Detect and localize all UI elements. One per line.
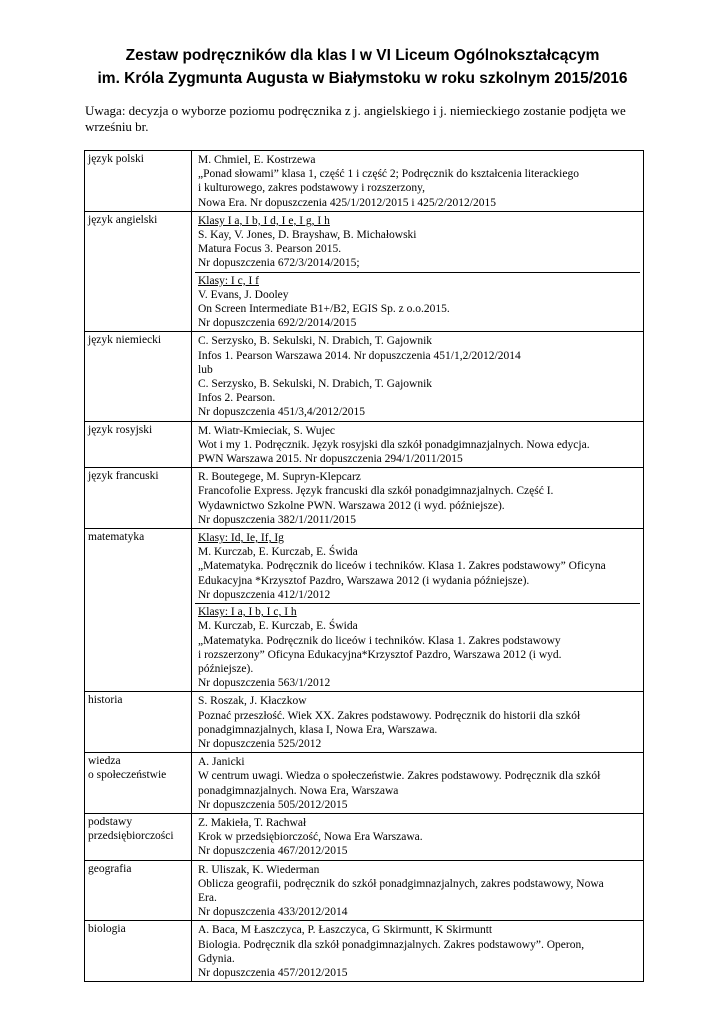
subject-name	[85, 332, 192, 421]
textbook-cell	[192, 753, 644, 814]
textbook-line: R. Uliszak, K. Wiederman	[198, 863, 320, 876]
class-group-header: Klasy: I c, I f	[198, 274, 259, 287]
textbook-line: Nr dopuszczenia 433/2012/2014	[198, 906, 348, 919]
subject-name-line: wiedza	[88, 755, 121, 768]
textbook-entry	[195, 693, 640, 752]
textbook-line: Wot i my 1. Podręcznik. Język rosyjski dla szkół ponadgimnazjalnych. Nowa edycja.	[198, 438, 590, 451]
textbook-entry	[195, 333, 640, 420]
textbook-line: Matura Focus 3. Pearson 2015.	[198, 243, 342, 256]
class-group-header: Klasy: Id, Ie, If, Ig	[198, 532, 284, 545]
subject-name	[85, 151, 192, 212]
subject-name	[85, 921, 192, 982]
textbook-entry	[195, 922, 640, 981]
textbook-line: „Matematyka. Podręcznik do liceów i techników. Klasa 1. Zakres podstawowy	[198, 634, 561, 647]
title-line-2: im. Króla Zygmunta Augusta w Białymstoku w roku szkolnym 2015/2016	[97, 70, 628, 87]
textbook-line: Era.	[198, 891, 217, 904]
subject-name-line: matematyka	[88, 531, 145, 544]
textbook-entry	[195, 530, 640, 603]
subject-row	[85, 692, 644, 753]
subject-name-line: język niemiecki	[88, 334, 162, 347]
subject-name-line: język angielski	[88, 213, 158, 226]
textbook-line: ponadgimnazjalnych. Nowa Era, Warszawa	[198, 784, 399, 797]
subject-row	[85, 151, 644, 212]
class-group-header: Klasy: I a, I b, I c, I h	[198, 606, 297, 619]
textbook-entry	[195, 423, 640, 468]
textbook-line: R. Boutegege, M. Supryn-Klepcarz	[198, 471, 361, 484]
subject-name	[85, 211, 192, 332]
subject-name-line: biologia	[88, 923, 126, 936]
textbook-entry	[195, 152, 640, 211]
subject-row	[85, 529, 644, 692]
textbook-cell	[192, 421, 644, 468]
subject-row	[85, 468, 644, 529]
subject-name-line: o społeczeństwie	[88, 769, 167, 782]
subject-name-line: przedsiębiorczości	[88, 830, 174, 843]
textbook-line: „Matematyka. Podręcznik do liceów i techników. Klasa 1. Zakres podstawowy” Oficyna	[198, 560, 606, 573]
subject-name-line: podstawy	[88, 815, 133, 828]
textbook-line: Infos 1. Pearson Warszawa 2014. Nr dopuszczenia 451/1,2/2012/2014	[198, 349, 521, 362]
textbook-line: Nr dopuszczenia 692/2/2014/2015	[198, 317, 357, 330]
textbook-line: Nr dopuszczenia 505/2012/2015	[198, 798, 348, 811]
subject-row	[85, 921, 644, 982]
subject-name	[85, 529, 192, 692]
textbook-line: A. Janicki	[198, 756, 245, 769]
textbook-line: Edukacyjna *Krzysztof Pazdro, Warszawa 2012 (i wydania późniejsze).	[198, 574, 530, 587]
textbook-cell	[192, 468, 644, 529]
textbook-line: Nr dopuszczenia 457/2012/2015	[198, 966, 348, 979]
subject-name	[85, 468, 192, 529]
textbook-entry	[195, 815, 640, 860]
textbook-line: lub	[198, 363, 213, 376]
textbook-cell	[192, 332, 644, 421]
textbook-line: M. Wiatr-Kmieciak, S. Wujec	[198, 424, 336, 437]
textbook-line: M. Kurczab, E. Kurczab, E. Świda	[198, 546, 358, 559]
textbook-line: Wydawnictwo Szkolne PWN. Warszawa 2012 (i wyd. późniejsze).	[198, 499, 505, 512]
class-group-header: Klasy I a, I b, I d, I e, I g, I h	[198, 214, 330, 227]
textbook-line: Nr dopuszczenia 563/1/2012	[198, 677, 331, 690]
textbook-line: późniejsze).	[198, 662, 254, 675]
textbook-line: i kulturowego, zakres podstawowy i rozszerzony,	[198, 182, 425, 195]
textbook-line: Nowa Era. Nr dopuszczenia 425/1/2012/2015 i 425/2/2012/2015	[198, 196, 496, 209]
textbook-line: A. Baca, M Łaszczyca, P. Łaszczyca, G Skirmuntt, K Skirmuntt	[198, 924, 493, 937]
subject-name-line: geografia	[88, 862, 132, 875]
textbook-entry	[195, 754, 640, 813]
textbook-cell	[192, 211, 644, 332]
textbook-line: W centrum uwagi. Wiedza o społeczeństwie. Zakres podstawowy. Podręcznik dla szkół	[198, 770, 601, 783]
subject-row	[85, 332, 644, 421]
subject-name	[85, 753, 192, 814]
textbook-line: Nr dopuszczenia 412/1/2012	[198, 588, 331, 601]
textbook-line: Oblicza geografii, podręcznik do szkół ponadgimnazjalnych, zakres podstawowy, Nowa	[198, 877, 604, 890]
textbook-line: S. Roszak, J. Kłaczkow	[198, 695, 307, 708]
subject-row	[85, 421, 644, 468]
textbook-cell	[192, 692, 644, 753]
textbook-line: Francofolie Express. Język francuski dla szkół ponadgimnazjalnych. Część I.	[198, 485, 554, 498]
textbook-line: i rozszerzony” Oficyna Edukacyjna*Krzysztof Pazdro, Warszawa 2012 (i wyd.	[198, 648, 562, 661]
textbook-line: Nr dopuszczenia 382/1/2011/2015	[198, 513, 356, 526]
textbook-entry	[195, 862, 640, 921]
textbook-line: Krok w przedsiębiorczość, Nowa Era Warszawa.	[198, 831, 423, 844]
textbook-cell	[192, 151, 644, 212]
textbook-line: Nr dopuszczenia 672/3/2014/2015;	[198, 257, 360, 270]
textbook-line: C. Serzysko, B. Sekulski, N. Drabich, T. Gajownik	[198, 335, 433, 348]
textbook-entry	[195, 272, 640, 332]
textbook-cell	[192, 529, 644, 692]
textbook-line: S. Kay, V. Jones, D. Brayshaw, B. Michałowski	[198, 229, 417, 242]
textbook-entry	[195, 213, 640, 272]
document-title	[40, 44, 685, 90]
textbooks-table	[84, 150, 644, 982]
subject-name	[85, 421, 192, 468]
textbook-line: Infos 2. Pearson.	[198, 392, 276, 405]
textbook-line: Nr dopuszczenia 525/2012	[198, 737, 322, 750]
subject-name	[85, 813, 192, 860]
subject-name-line: język francuski	[88, 470, 159, 483]
textbook-line: On Screen Intermediate B1+/B2, EGIS Sp. z o.o.2015.	[198, 303, 450, 316]
textbook-entry	[195, 469, 640, 528]
subject-row	[85, 211, 644, 332]
subject-name	[85, 692, 192, 753]
textbook-cell	[192, 860, 644, 921]
textbook-cell	[192, 921, 644, 982]
textbook-line: V. Evans, J. Dooley	[198, 288, 289, 301]
textbook-line: Z. Makieła, T. Rachwał	[198, 816, 307, 829]
textbook-line: ponadgimnazjalnych, klasa I, Nowa Era, Warszawa.	[198, 723, 438, 736]
textbook-line: „Ponad słowami” klasa 1, część 1 i część 2; Podręcznik do kształcenia literackiego	[198, 168, 579, 181]
subject-row	[85, 813, 644, 860]
subject-name	[85, 860, 192, 921]
textbook-line: PWN Warszawa 2015. Nr dopuszczenia 294/1/2011/2015	[198, 453, 463, 466]
textbook-cell	[192, 813, 644, 860]
subject-name-line: język rosyjski	[88, 423, 153, 436]
title-line-1: Zestaw podręczników dla klas I w VI Liceum Ogólnokształcącym	[125, 47, 600, 64]
textbook-line: C. Serzysko, B. Sekulski, N. Drabich, T. Gajownik	[198, 378, 433, 391]
subject-name-line: język polski	[88, 153, 144, 165]
textbook-line: Nr dopuszczenia 467/2012/2015	[198, 845, 348, 858]
textbook-line: M. Chmiel, E. Kostrzewa	[198, 154, 316, 166]
subject-row	[85, 753, 644, 814]
textbook-line: Gdynia.	[198, 952, 235, 965]
textbook-entry	[195, 603, 640, 691]
subject-name-line: historia	[88, 694, 123, 707]
textbook-line: Nr dopuszczenia 451/3,4/2012/2015	[198, 406, 366, 419]
textbook-line: Biologia. Podręcznik dla szkół ponadgimnazjalnych. Zakres podstawowy”. Operon,	[198, 938, 585, 951]
note-text: Uwaga: decyzja o wyborze poziomu podręcznika z j. angielskiego i j. niemieckiego zostanie podjęta we wrześniu br.	[85, 103, 626, 134]
textbook-line: M. Kurczab, E. Kurczab, E. Świda	[198, 620, 358, 633]
textbook-line: Poznać przeszłość. Wiek XX. Zakres podstawowy. Podręcznik do historii dla szkół	[198, 709, 581, 722]
subject-row	[85, 860, 644, 921]
